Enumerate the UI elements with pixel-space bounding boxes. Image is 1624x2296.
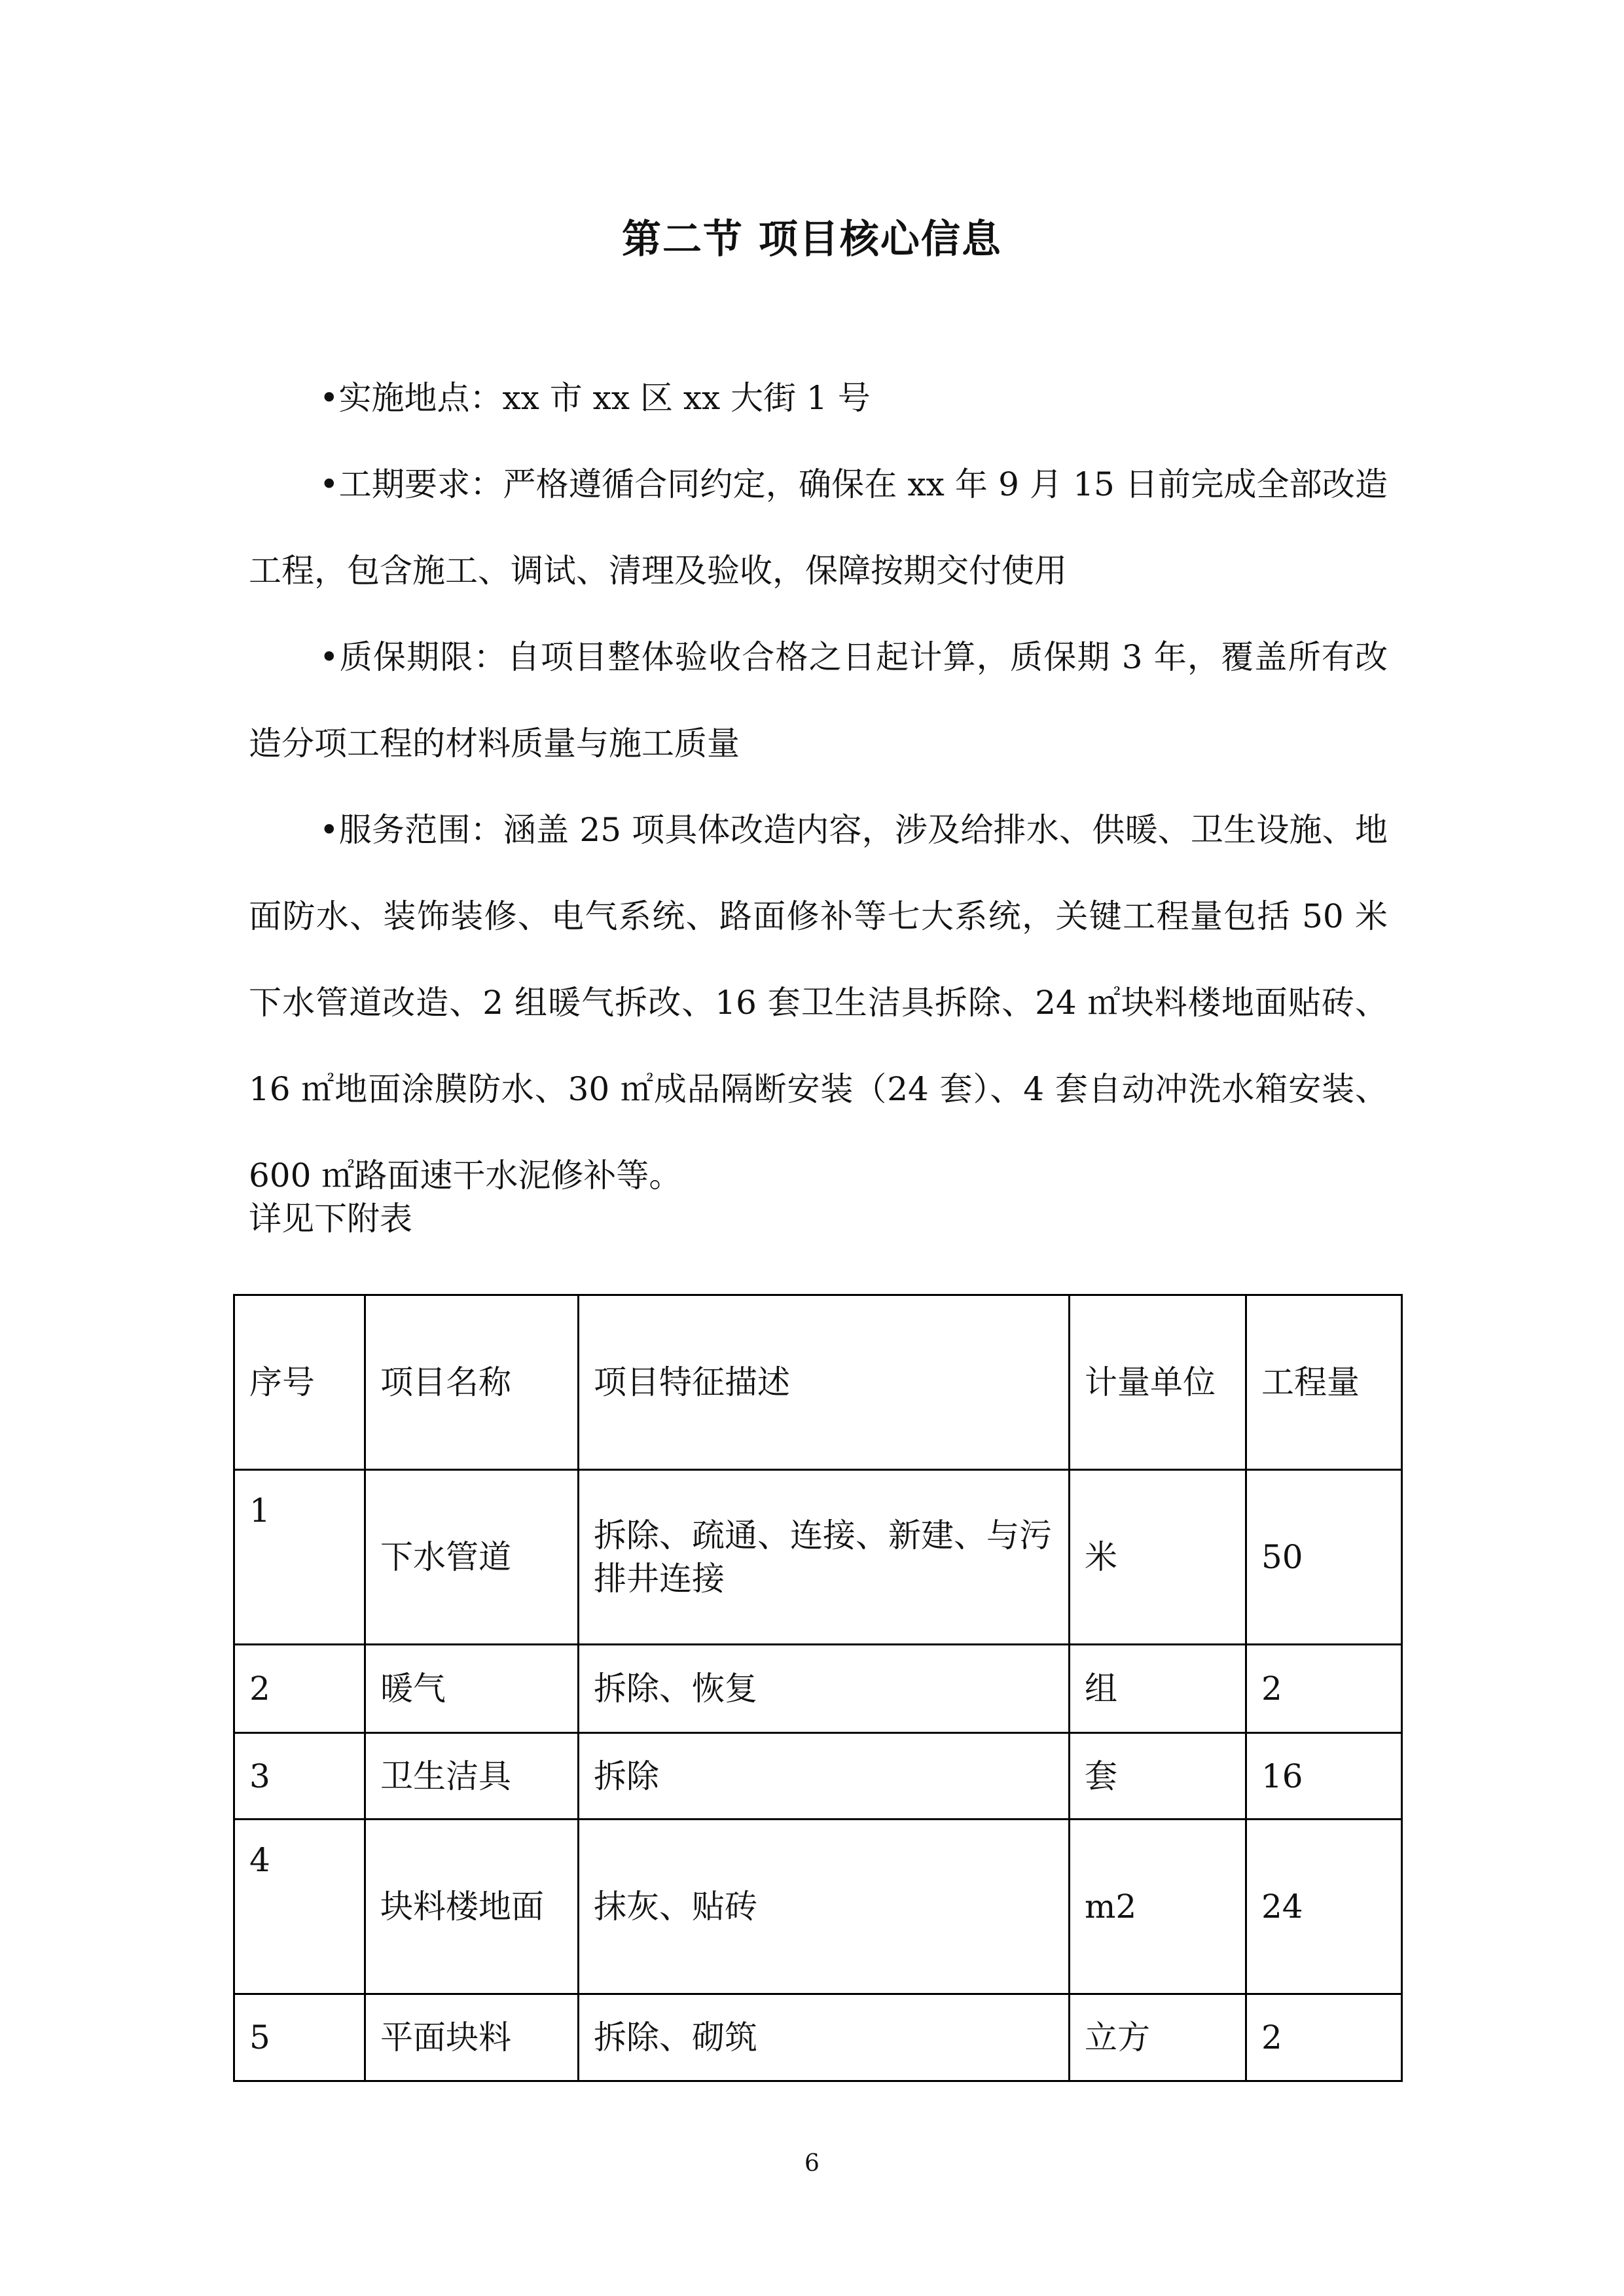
cell-name: 块料楼地面 xyxy=(365,1820,579,1994)
cell-unit: 组 xyxy=(1070,1645,1246,1733)
cell-desc: 拆除、砌筑 xyxy=(579,1994,1070,2081)
header-unit: 计量单位 xyxy=(1070,1295,1246,1470)
table-row xyxy=(234,1820,1402,1994)
cell-desc: 拆除、恢复 xyxy=(579,1645,1070,1733)
header-desc: 项目特征描述 xyxy=(579,1295,1070,1470)
cell-name: 暖气 xyxy=(365,1645,579,1733)
cell-qty: 2 xyxy=(1246,1994,1402,2081)
cell-qty: 50 xyxy=(1246,1470,1402,1645)
cell-qty: 16 xyxy=(1246,1733,1402,1820)
header-name: 项目名称 xyxy=(365,1295,579,1470)
engineering-quantity-table xyxy=(233,1294,1403,2082)
cell-unit: 套 xyxy=(1070,1733,1246,1820)
cell-name: 卫生洁具 xyxy=(365,1733,579,1820)
cell-name: 平面块料 xyxy=(365,1994,579,2081)
page-number: 6 xyxy=(804,2150,820,2177)
cell-unit: 立方 xyxy=(1070,1994,1246,2081)
see-table-note: 详见下附表 xyxy=(249,1200,412,1238)
schedule-paragraph: •工期要求：严格遵循合同约定，确保在 xx 年 9 月 15 日前完成全部改造工程，包含施工、调试、清理及验收，保障按期交付使用 xyxy=(249,465,1388,590)
cell-desc: 拆除 xyxy=(579,1733,1070,1820)
cell-no: 5 xyxy=(234,1994,365,2081)
cell-qty: 24 xyxy=(1246,1820,1402,1994)
cell-no: 3 xyxy=(234,1733,365,1820)
scope-paragraph: •服务范围：涵盖 25 项具体改造内容，涉及给排水、供暖、卫生设施、地面防水、装饰装修、电气系统、路面修补等七大系统，关键工程量包括 50 米下水管道改造、2 组暖气拆改、16 套卫生洁具拆除、24 ㎡块料楼地面贴砖、16 ㎡地面涂膜防水、30 ㎡成品隔断安装（24 套）、4 套自动冲洗水箱安装、600 ㎡路面速干水泥修补等。 xyxy=(249,811,1388,1194)
page-title: 第二节 项目核心信息 xyxy=(622,217,1002,262)
warranty-paragraph: •质保期限：自项目整体验收合格之日起计算，质保期 3 年，覆盖所有改造分项工程的材料质量与施工质量 xyxy=(249,638,1388,762)
table-row xyxy=(234,1994,1402,2081)
cell-unit: m2 xyxy=(1070,1820,1246,1994)
table-header-row xyxy=(234,1295,1402,1470)
cell-name: 下水管道 xyxy=(365,1470,579,1645)
location-paragraph: •实施地点：xx 市 xx 区 xx 大街 1 号 xyxy=(319,379,871,417)
cell-no: 1 xyxy=(234,1470,365,1645)
cell-qty: 2 xyxy=(1246,1645,1402,1733)
table-row xyxy=(234,1645,1402,1733)
cell-desc: 拆除、疏通、连接、新建、与污排井连接 xyxy=(579,1470,1070,1645)
table-row xyxy=(234,1733,1402,1820)
header-qty: 工程量 xyxy=(1246,1295,1402,1470)
cell-no: 2 xyxy=(234,1645,365,1733)
cell-no: 4 xyxy=(234,1820,365,1994)
header-no: 序号 xyxy=(234,1295,365,1470)
cell-unit: 米 xyxy=(1070,1470,1246,1645)
cell-desc: 抹灰、贴砖 xyxy=(579,1820,1070,1994)
table-row xyxy=(234,1470,1402,1645)
